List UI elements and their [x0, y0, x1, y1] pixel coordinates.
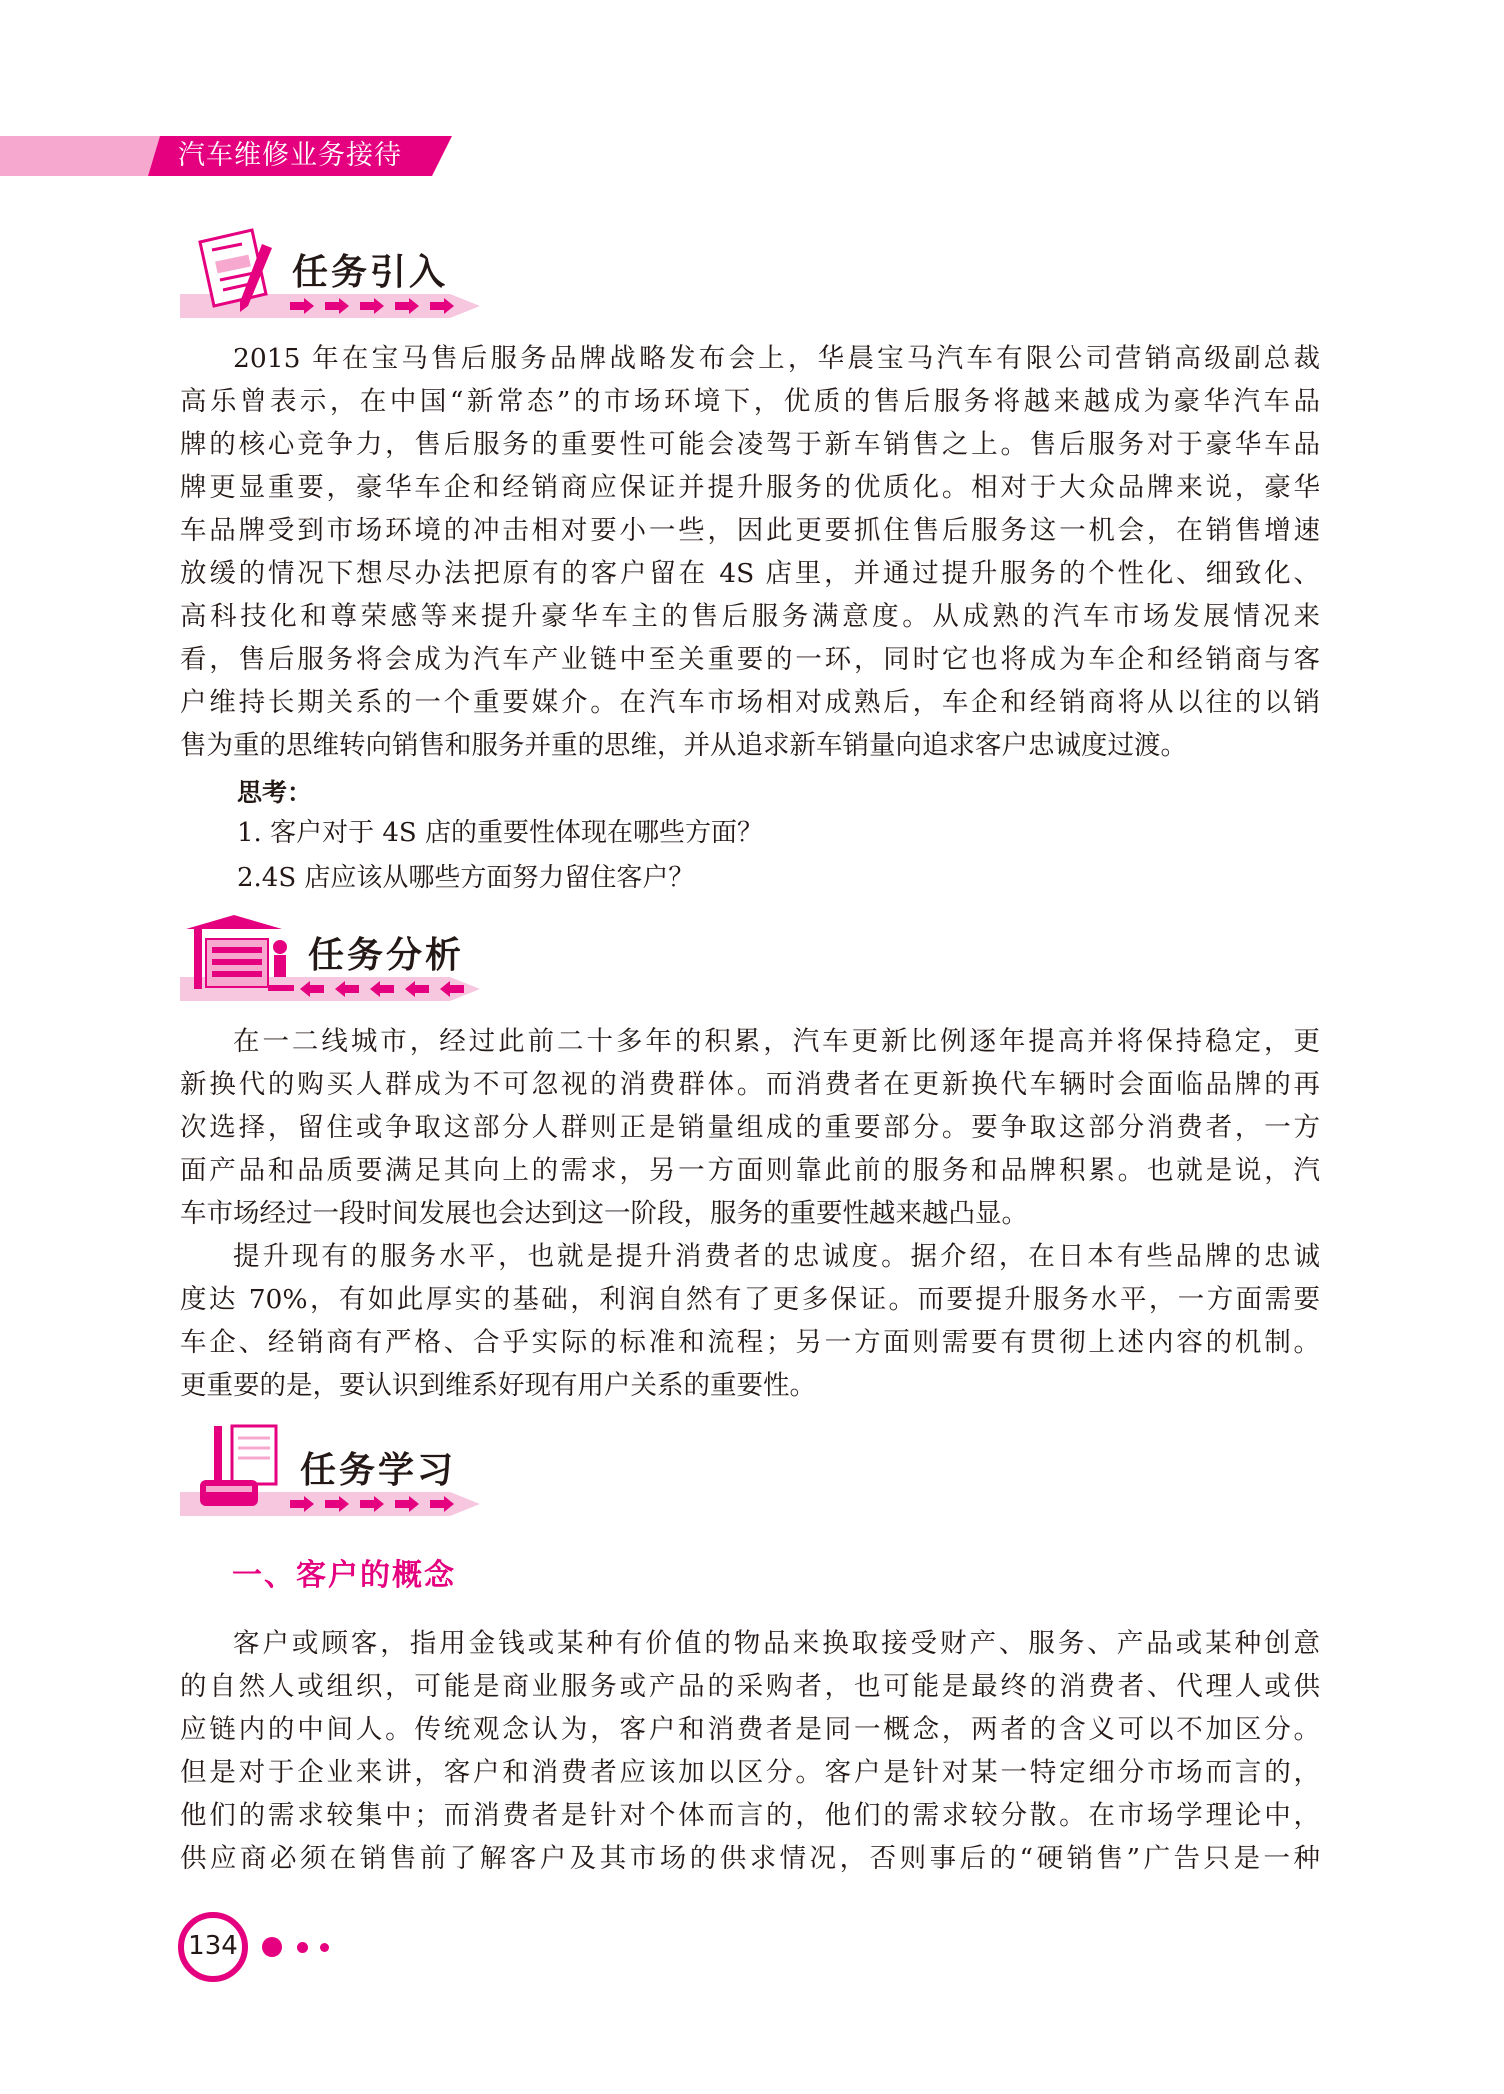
- page-dot-medium: [297, 1942, 308, 1953]
- text-line: 应链内的中间人。传统观念认为，客户和消费者是同一概念，两者的含义可以不加区分。: [180, 1714, 1320, 1745]
- text-line: 的自然人或组织，可能是商业服务或产品的采购者，也可能是最终的消费者、代理人或供: [180, 1671, 1320, 1702]
- text-line: 客户或顾客，指用金钱或某种有价值的物品来换取接受财产、服务、产品或某种创意: [233, 1628, 1320, 1659]
- analysis-paragraph-1: [180, 1020, 1320, 1235]
- text-line: 牌更显重要，豪华车企和经销商应保证并提升服务的优质化。相对于大众品牌来说，豪华: [180, 472, 1320, 503]
- text-line: 高科技化和尊荣感等来提升豪华车主的售后服务满意度。从成熟的汽车市场发展情况来: [180, 601, 1320, 632]
- text-line: 在一二线城市，经过此前二十多年的积累，汽车更新比例逐年提高并将保持稳定，更: [233, 1026, 1320, 1057]
- section-header-analysis: [180, 905, 500, 1015]
- document-pencil-icon: [190, 224, 285, 320]
- text-line: 户维持长期关系的一个重要媒介。在汽车市场相对成熟后，车企和经销商将从以往的以销: [180, 687, 1320, 718]
- analysis-paragraph-2: [180, 1235, 1320, 1407]
- think-label: 思考：: [237, 778, 313, 807]
- text-line: 高乐曾表示，在中国“新常态”的市场环境下，优质的售后服务将越来越成为豪华汽车品: [180, 386, 1320, 417]
- text-line: 度达 70%，有如此厚实的基础，利润自然有了更多保证。而要提升服务水平，一方面需要: [180, 1284, 1320, 1315]
- text-line: 售为重的思维转向销售和服务并重的思维，并从追求新车销量向追求客户忠诚度过渡。: [180, 730, 1187, 761]
- text-line: 他们的需求较集中；而消费者是针对个体而言的，他们的需求较分散。在市场学理论中，: [180, 1800, 1320, 1831]
- text-line: 放缓的情况下想尽办法把原有的客户留在 4S 店里，并通过提升服务的个性化、细致化、: [180, 558, 1320, 589]
- page-number: 134: [178, 1912, 248, 1982]
- section-header-learning: [180, 1420, 500, 1530]
- text-line: 车企、经销商有严格、合乎实际的标准和流程；另一方面则需要有贯彻上述内容的机制。: [180, 1327, 1320, 1358]
- text-line: 但是对于企业来讲，客户和消费者应该加以区分。客户是针对某一特定细分市场而言的，: [180, 1757, 1320, 1788]
- running-header-title: 汽车维修业务接待: [178, 140, 402, 171]
- text-line: 次选择，留住或争取这部分人群则正是销量组成的重要部分。要争取这部分消费者，一方: [180, 1112, 1320, 1143]
- text-line: 看，售后服务将会成为汽车产业链中至关重要的一环，同时它也将成为车企和经销商与客: [180, 644, 1320, 675]
- question-2: 2.4S 店应该从哪些方面努力留住客户？: [237, 863, 695, 893]
- page-dot-large: [262, 1937, 282, 1957]
- section-title-learning: 任务学习: [300, 1450, 457, 1491]
- text-line: 车市场经过一段时间发展也会达到这一阶段，服务的重要性越来越凸显。: [180, 1198, 1028, 1229]
- section-header-intro: [180, 222, 500, 332]
- subheading-customer-concept: 一、客户的概念: [232, 1558, 456, 1593]
- text-line: 2015 年在宝马售后服务品牌战略发布会上，华晨宝马汽车有限公司营销高级副总裁: [233, 343, 1320, 374]
- page-dot-small: [320, 1943, 329, 1952]
- text-line: 面产品和品质要满足其向上的需求，另一方面则靠此前的服务和品牌积累。也就是说，汽: [180, 1155, 1320, 1186]
- service-station-icon: [184, 907, 294, 1003]
- text-line: 牌的核心竞争力，售后服务的重要性可能会凌驾于新车销售之上。售后服务对于豪华车品: [180, 429, 1320, 460]
- text-line: 供应商必须在销售前了解客户及其市场的供求情况，否则事后的“硬销售”广告只是一种: [180, 1843, 1320, 1874]
- learning-paragraph: [180, 1622, 1320, 1880]
- text-line: 更重要的是，要认识到维系好现有用户关系的重要性。: [180, 1370, 816, 1401]
- text-line: 车品牌受到市场环境的冲击相对要小一些，因此更要抓住售后服务这一机会，在销售增速: [180, 515, 1320, 546]
- intro-paragraph: [180, 337, 1320, 767]
- text-line: 新换代的购买人群成为不可忽视的消费群体。而消费者在更新换代车辆时会面临品牌的再: [180, 1069, 1320, 1100]
- section-title-analysis: 任务分析: [308, 935, 465, 976]
- question-1: 1. 客户对于 4S 店的重要性体现在哪些方面？: [237, 818, 763, 848]
- section-title-intro: 任务引入: [292, 252, 449, 293]
- notepad-pen-icon: [194, 1420, 289, 1519]
- text-line: 提升现有的服务水平，也就是提升消费者的忠诚度。据介绍，在日本有些品牌的忠诚: [233, 1241, 1320, 1272]
